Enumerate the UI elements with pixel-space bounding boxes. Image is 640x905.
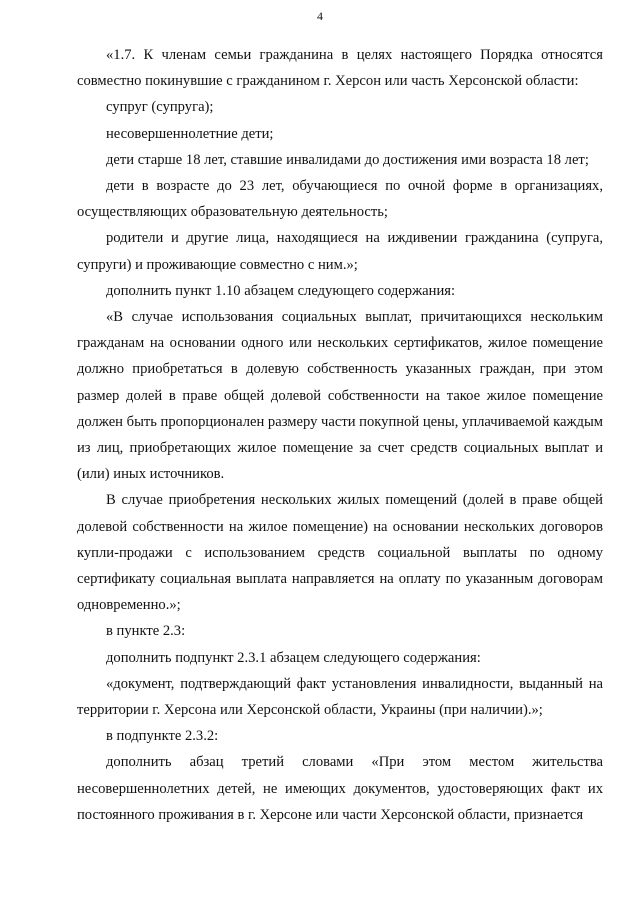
paragraph-item-2-3: в пункте 2.3: xyxy=(106,623,186,640)
paragraph-spouse: супруг (супруга); xyxy=(106,99,214,116)
paragraph-residence-rule: дополнить абзац третий словами «При этом местом жительства несовершеннолетних детей, не имеющих документов, удостоверяющих факт их постоянного проживания в г. Херсоне или части Херсонской области, признается xyxy=(77,754,603,823)
paragraph-amend-2-3-1: дополнить подпункт 2.3.1 абзацем следующего содержания: xyxy=(106,649,481,666)
paragraph-subitem-2-3-2: в подпункте 2.3.2: xyxy=(106,728,219,745)
document-body xyxy=(77,42,603,828)
paragraph-dependents: родители и другие лица, находящиеся на иждивении гражданина (супруга, супруги) и проживающие совместно с ним.»; xyxy=(77,230,603,273)
paragraph-disabled-children: дети старше 18 лет, ставшие инвалидами до достижения ими возраста 18 лет; xyxy=(106,151,589,168)
paragraph-multiple-purchases: В случае приобретения нескольких жилых помещений (долей в праве общей долевой собственности на жилое помещение) на основании нескольких договоров купли-продажи с использованием средств социальной выплаты по одному сертификату социальная выплата направляется на оплату по указанным договорам одновременно.»; xyxy=(77,492,603,614)
paragraph-shared-ownership: «В случае использования социальных выплат, причитающихся нескольким гражданам на основании одного или нескольких сертификатов, жилое помещение должно приобретаться в долевую собственность указанных граждан, при этом размер долей в праве общей долевой собственности на такое жилое помещение должен быть пропорционален размеру части покупной цены, уплачиваемой каждым из лиц, приобретающих жилое помещение за счет средств социальных выплат и (или) иных источников. xyxy=(77,309,603,483)
paragraph-students: дети в возрасте до 23 лет, обучающиеся по очной форме в организациях, осуществляющих образовательную деятельность; xyxy=(77,178,603,221)
paragraph-disability-document: «документ, подтверждающий факт установления инвалидности, выданный на территории г. Херсона или Херсонской области, Украины (при наличии).»; xyxy=(77,675,603,719)
paragraph-amend-1-10: дополнить пункт 1.10 абзацем следующего содержания: xyxy=(106,282,456,299)
paragraph-minor-children: несовершеннолетние дети; xyxy=(106,125,274,142)
page-number: 4 xyxy=(317,9,323,23)
paragraph-1-7: «1.7. К членам семьи гражданина в целях настоящего Порядка относятся совместно покинувшие с гражданином г. Херсон или часть Херсонской области: xyxy=(77,47,603,90)
